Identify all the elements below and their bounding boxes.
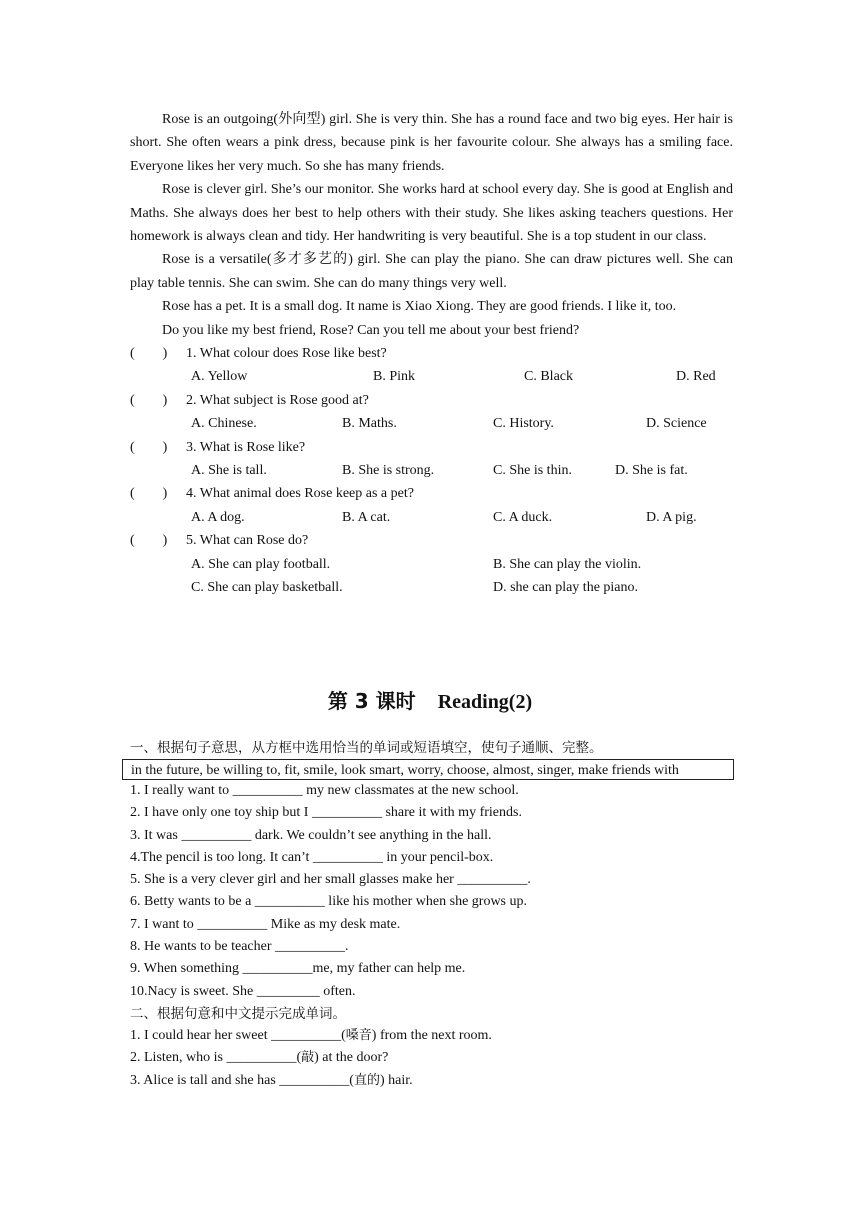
option-a: A. She is tall. — [191, 463, 267, 479]
option-c: C. A duck. — [493, 509, 553, 525]
option-c: C. She is thin. — [493, 463, 572, 479]
option-c: C. She can play basketball. — [191, 579, 343, 595]
fill-item: 4.The pencil is too long. It can’t __________ in your pencil-box. — [130, 849, 494, 865]
question-1 — [130, 342, 733, 389]
option-c: C. History. — [493, 416, 554, 432]
answer-blank[interactable]: ( ) — [130, 346, 168, 362]
paragraph: Do you like my best friend, Rose? Can you tell me about your best friend? — [162, 322, 580, 338]
fill-item: 8. He wants to be teacher __________. — [130, 939, 349, 955]
option-d: D. A pig. — [646, 509, 697, 525]
paragraph: Rose is an outgoing(外向型) girl. She is very thin. She has a round face and two big eyes. Her hair is short. She often wears a pink dress, because pink is her favourite colour. She always has a smiling face. Everyone likes her very much. So she has many friends. — [130, 112, 733, 174]
answer-blank[interactable]: ( ) — [130, 533, 168, 549]
part1-heading: 一、根据句子意思，从方框中选用恰当的单词或短语填空，使句子通顺、完整。 — [130, 740, 603, 756]
option-a: A. She can play football. — [191, 556, 331, 572]
question-text: 2. What subject is Rose good at? — [186, 392, 369, 408]
hint-item-text: 1. I could hear her sweet __________( — [130, 1027, 346, 1043]
hint-item — [130, 1047, 740, 1069]
fill-item: 10.Nacy is sweet. She _________ often. — [130, 983, 356, 999]
fill-item: 1. I really want to __________ my new classmates at the new school. — [130, 783, 519, 798]
hint-item-text: ) from the next room. — [371, 1027, 492, 1043]
option-b: B. Pink — [373, 369, 416, 385]
question-text: 3. What is Rose like? — [186, 439, 306, 455]
fill-item: 9. When something __________me, my father can help me. — [130, 961, 466, 977]
fill-item: 7. I want to __________ Mike as my desk mate. — [130, 916, 401, 932]
chinese-hint: 敲 — [301, 1050, 315, 1066]
paragraph: Rose is clever girl. She’s our monitor. She works hard at school every day. She is good at English and Maths. She always does her best to help others with their study. She likes asking teachers questions. Her homework is always clean and tidy. Her handwriting is very beautiful. She is a top student in our class. — [130, 182, 733, 245]
question-3 — [130, 436, 733, 483]
paragraph: Rose is a versatile(多才多艺的) girl. She can play the piano. She can draw pictures well. She can play table tennis. She can swim. She can do many things very well. — [130, 252, 733, 291]
question-text: 1. What colour does Rose like best? — [186, 346, 387, 362]
option-b: B. A cat. — [342, 509, 391, 525]
hint-item-text: ) hair. — [379, 1072, 413, 1088]
chinese-hint: 直的 — [353, 1072, 380, 1088]
answer-blank[interactable]: ( ) — [130, 439, 168, 455]
hint-item — [130, 1070, 740, 1092]
reading-passage — [130, 108, 733, 599]
option-b: B. She can play the violin. — [493, 556, 642, 572]
exercises — [130, 737, 740, 1092]
option-a: A. Chinese. — [191, 416, 257, 432]
word-box: in the future, be willing to, fit, smile, look smart, worry, choose, almost, singer, make friends with — [122, 759, 734, 780]
fill-item: 6. Betty wants to be a __________ like his mother when she grows up. — [130, 894, 528, 910]
question-text: 5. What can Rose do? — [186, 533, 309, 549]
question-2 — [130, 389, 733, 436]
option-b: B. She is strong. — [342, 463, 435, 479]
option-d: D. She is fat. — [615, 463, 688, 479]
option-a: A. Yellow — [191, 369, 248, 385]
option-b: B. Maths. — [342, 416, 397, 432]
option-d: D. Science — [646, 416, 707, 432]
lesson-title — [0, 686, 860, 717]
hint-item-text: 3. Alice is tall and she has __________( — [130, 1072, 354, 1088]
hint-item-text: ) at the door? — [314, 1050, 389, 1066]
question-5 — [130, 529, 733, 599]
hint-item — [130, 1025, 740, 1047]
answer-blank[interactable]: ( ) — [130, 392, 168, 408]
fill-item: 2. I have only one toy ship but I __________ share it with my friends. — [130, 805, 522, 821]
fill-item: 5. She is a very clever girl and her small glasses make her __________. — [130, 872, 531, 888]
lesson-name: Reading(2) — [437, 691, 533, 713]
question-4 — [130, 482, 733, 529]
paragraph: Rose has a pet. It is a small dog. It name is Xiao Xiong. They are good friends. I like it, too. — [162, 299, 677, 315]
part2-heading: 二、根据句意和中文提示完成单词。 — [130, 1005, 346, 1022]
hint-item-text: 2. Listen, who is __________( — [130, 1050, 302, 1066]
answer-blank[interactable]: ( ) — [130, 486, 168, 502]
fill-item: 3. It was __________ dark. We couldn’t see anything in the hall. — [130, 827, 492, 843]
option-c: C. Black — [524, 369, 573, 385]
option-a: A. A dog. — [191, 509, 245, 525]
option-d: D. she can play the piano. — [493, 579, 639, 595]
chinese-hint: 嗓音 — [345, 1027, 372, 1043]
option-d: D. Red — [676, 369, 716, 385]
lesson-number: 第 3 课时 — [327, 689, 416, 713]
question-text: 4. What animal does Rose keep as a pet? — [186, 486, 414, 502]
